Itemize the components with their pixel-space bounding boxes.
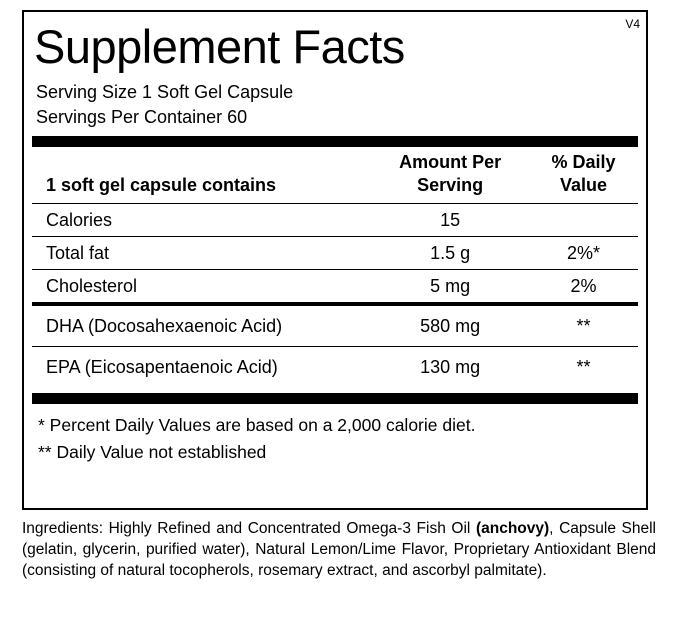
servings-per-container: Servings Per Container 60 (36, 107, 248, 127)
header-amount (371, 147, 529, 204)
nutrient-dv: ** (529, 306, 638, 347)
facts-table (32, 147, 638, 302)
table-row (32, 237, 638, 270)
header-dv-line2: Value (559, 175, 607, 195)
table-row (32, 347, 638, 388)
divider-thick-bottom (32, 393, 638, 404)
header-daily-value (529, 147, 638, 204)
ingredients-highlight: (anchovy) (475, 520, 550, 537)
table-header-row (32, 147, 638, 204)
table-row (32, 204, 638, 237)
nutrient-amount: 15 (371, 204, 529, 237)
title-row (24, 12, 646, 78)
header-amount-line2: Serving (417, 175, 484, 195)
nutrient-dv: 2% (570, 276, 597, 296)
nutrient-amount: 580 mg (371, 306, 529, 347)
footnote-daily-values: * Percent Daily Values are based on a 2,000 calorie diet. (38, 415, 476, 435)
page-title: Supplement Facts (34, 20, 405, 73)
header-dv-line1: % Daily (551, 152, 616, 172)
nutrient-amount: 1.5 g (371, 237, 529, 270)
nutrient-amount: 130 mg (420, 357, 481, 377)
facts-table-wrap (24, 147, 646, 302)
serving-info (24, 78, 646, 130)
serving-size: Serving Size 1 Soft Gel Capsule (36, 82, 294, 102)
ingredients-prefix: Ingredients: Highly Refined and Concentrated Omega-3 Fish Oil (22, 520, 476, 537)
nutrient-name: Total fat (32, 237, 371, 270)
footnote-not-established: ** Daily Value not established (38, 442, 267, 462)
facts-table-wrap-secondary (24, 306, 646, 387)
header-amount-line1: Amount Per (399, 152, 502, 172)
nutrient-amount: 5 mg (430, 276, 471, 296)
nutrient-name: Calories (32, 204, 371, 237)
nutrient-dv: ** (576, 357, 591, 377)
divider-thick-top (32, 136, 638, 147)
header-name: 1 soft gel capsule contains (32, 147, 371, 204)
version-tag: V4 (625, 17, 640, 31)
footnotes (24, 404, 646, 466)
nutrient-name: DHA (Docosahexaenoic Acid) (32, 306, 371, 347)
facts-table-secondary (32, 306, 638, 387)
nutrient-dv: 2%* (529, 237, 638, 270)
facts-panel (22, 10, 648, 510)
table-row (32, 306, 638, 347)
nutrient-name: Cholesterol (46, 276, 138, 296)
table-row (32, 270, 638, 303)
nutrient-name: EPA (Eicosapentaenoic Acid) (46, 357, 278, 377)
ingredients-suffix: , Capsule Shell (gelatin, glycerin, purified water), Natural Lemon/Lime Flavor, Proprietary Antioxidant Blend (consisting of natural tocopherols, rosemary extract, and ascorbyl palmitate). (22, 520, 656, 579)
ingredients-paragraph (22, 518, 656, 581)
nutrient-dv (529, 204, 638, 237)
